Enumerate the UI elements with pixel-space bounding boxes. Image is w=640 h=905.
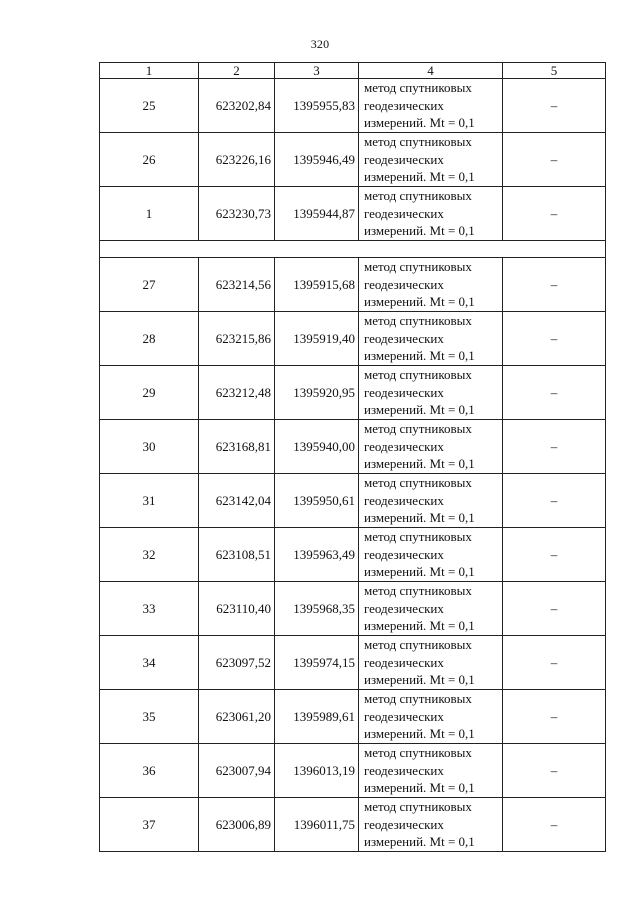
method-description-line: геодезических	[364, 816, 444, 832]
point-number-cell: 25	[100, 79, 199, 133]
note-dash-cell: –	[503, 582, 606, 636]
method-description-line: геодезических	[364, 762, 444, 778]
column-header-3: 3	[275, 63, 359, 79]
method-description-line: измерений. Mt = 0,1	[364, 834, 475, 850]
method-description-line: метод спутниковых	[364, 637, 472, 653]
note-dash-cell: –	[503, 744, 606, 798]
column-header-4: 4	[359, 63, 503, 79]
x-coordinate-cell: 623108,51	[199, 528, 275, 582]
method-description-line: геодезических	[364, 654, 444, 670]
y-coordinate-cell: 1395915,68	[275, 258, 359, 312]
x-coordinate-cell: 623202,84	[199, 79, 275, 133]
point-number-cell: 1	[100, 187, 199, 241]
table-row	[100, 636, 606, 690]
method-description-cell	[359, 474, 503, 528]
method-description-cell	[359, 582, 503, 636]
point-number-cell: 36	[100, 744, 199, 798]
point-number-cell: 34	[100, 636, 199, 690]
x-coordinate-cell: 623230,73	[199, 187, 275, 241]
note-dash-cell: –	[503, 690, 606, 744]
table-row	[100, 366, 606, 420]
separator-cell	[100, 241, 606, 258]
note-dash-cell: –	[503, 366, 606, 420]
method-description-line: измерений. Mt = 0,1	[364, 456, 475, 472]
note-dash-cell: –	[503, 79, 606, 133]
method-description-cell	[359, 636, 503, 690]
method-description-line: метод спутниковых	[364, 475, 472, 491]
x-coordinate-cell: 623226,16	[199, 133, 275, 187]
column-header-5: 5	[503, 63, 606, 79]
y-coordinate-cell: 1395968,35	[275, 582, 359, 636]
method-description-line: метод спутниковых	[364, 259, 472, 275]
method-description-line: метод спутниковых	[364, 313, 472, 329]
method-description-line: геодезических	[364, 600, 444, 616]
table-row	[100, 133, 606, 187]
method-description-line: измерений. Mt = 0,1	[364, 294, 475, 310]
x-coordinate-cell: 623097,52	[199, 636, 275, 690]
method-description-line: метод спутниковых	[364, 583, 472, 599]
x-coordinate-cell: 623215,86	[199, 312, 275, 366]
method-description-cell	[359, 187, 503, 241]
method-description-line: измерений. Mt = 0,1	[364, 169, 475, 185]
column-header-1: 1	[100, 63, 199, 79]
note-dash-cell: –	[503, 420, 606, 474]
method-description-line: метод спутниковых	[364, 529, 472, 545]
table-section-separator	[100, 241, 606, 258]
y-coordinate-cell: 1395955,83	[275, 79, 359, 133]
page-number: 320	[310, 37, 330, 51]
y-coordinate-cell: 1395963,49	[275, 528, 359, 582]
method-description-line: метод спутниковых	[364, 421, 472, 437]
point-number-cell: 31	[100, 474, 199, 528]
point-number-cell: 29	[100, 366, 199, 420]
method-description-line: геодезических	[364, 330, 444, 346]
method-description-line: метод спутниковых	[364, 188, 472, 204]
table-row	[100, 690, 606, 744]
y-coordinate-cell: 1395944,87	[275, 187, 359, 241]
table-row	[100, 798, 606, 852]
method-description-line: метод спутниковых	[364, 691, 472, 707]
y-coordinate-cell: 1395989,61	[275, 690, 359, 744]
method-description-cell	[359, 690, 503, 744]
method-description-line: измерений. Mt = 0,1	[364, 115, 475, 131]
point-number-cell: 28	[100, 312, 199, 366]
table-row	[100, 258, 606, 312]
method-description-line: геодезических	[364, 384, 444, 400]
table-row	[100, 187, 606, 241]
note-dash-cell: –	[503, 133, 606, 187]
table-header-row	[100, 63, 606, 79]
method-description-line: геодезических	[364, 438, 444, 454]
table-row	[100, 420, 606, 474]
table-body-before	[100, 79, 606, 241]
x-coordinate-cell: 623061,20	[199, 690, 275, 744]
method-description-line: измерений. Mt = 0,1	[364, 223, 475, 239]
x-coordinate-cell: 623006,89	[199, 798, 275, 852]
method-description-line: измерений. Mt = 0,1	[364, 618, 475, 634]
method-description-line: измерений. Mt = 0,1	[364, 348, 475, 364]
x-coordinate-cell: 623007,94	[199, 744, 275, 798]
table-row	[100, 528, 606, 582]
y-coordinate-cell: 1395940,00	[275, 420, 359, 474]
point-number-cell: 30	[100, 420, 199, 474]
y-coordinate-cell: 1395919,40	[275, 312, 359, 366]
table-body-after	[100, 258, 606, 852]
note-dash-cell: –	[503, 312, 606, 366]
method-description-cell	[359, 744, 503, 798]
table-row	[100, 312, 606, 366]
y-coordinate-cell: 1395950,61	[275, 474, 359, 528]
y-coordinate-cell: 1395974,15	[275, 636, 359, 690]
point-number-cell: 35	[100, 690, 199, 744]
method-description-line: метод спутниковых	[364, 80, 472, 96]
method-description-line: измерений. Mt = 0,1	[364, 510, 475, 526]
method-description-line: геодезических	[364, 97, 444, 113]
method-description-line: геодезических	[364, 546, 444, 562]
method-description-line: измерений. Mt = 0,1	[364, 726, 475, 742]
coordinates-table	[99, 62, 606, 852]
method-description-line: геодезических	[364, 708, 444, 724]
x-coordinate-cell: 623110,40	[199, 582, 275, 636]
method-description-line: метод спутниковых	[364, 745, 472, 761]
method-description-line: геодезических	[364, 205, 444, 221]
method-description-cell	[359, 366, 503, 420]
table-row	[100, 744, 606, 798]
point-number-cell: 27	[100, 258, 199, 312]
y-coordinate-cell: 1395920,95	[275, 366, 359, 420]
note-dash-cell: –	[503, 636, 606, 690]
method-description-line: метод спутниковых	[364, 367, 472, 383]
method-description-cell	[359, 798, 503, 852]
method-description-cell	[359, 312, 503, 366]
point-number-cell: 32	[100, 528, 199, 582]
note-dash-cell: –	[503, 528, 606, 582]
method-description-cell	[359, 528, 503, 582]
x-coordinate-cell: 623168,81	[199, 420, 275, 474]
method-description-line: измерений. Mt = 0,1	[364, 402, 475, 418]
method-description-line: метод спутниковых	[364, 134, 472, 150]
note-dash-cell: –	[503, 474, 606, 528]
y-coordinate-cell: 1396011,75	[275, 798, 359, 852]
note-dash-cell: –	[503, 258, 606, 312]
x-coordinate-cell: 623214,56	[199, 258, 275, 312]
method-description-line: геодезических	[364, 276, 444, 292]
method-description-cell	[359, 79, 503, 133]
y-coordinate-cell: 1396013,19	[275, 744, 359, 798]
x-coordinate-cell: 623212,48	[199, 366, 275, 420]
note-dash-cell: –	[503, 187, 606, 241]
method-description-line: метод спутниковых	[364, 799, 472, 815]
point-number-cell: 26	[100, 133, 199, 187]
table-row	[100, 474, 606, 528]
method-description-cell	[359, 420, 503, 474]
separator-row	[100, 241, 606, 258]
table-row	[100, 79, 606, 133]
point-number-cell: 33	[100, 582, 199, 636]
method-description-cell	[359, 258, 503, 312]
method-description-line: измерений. Mt = 0,1	[364, 564, 475, 580]
x-coordinate-cell: 623142,04	[199, 474, 275, 528]
y-coordinate-cell: 1395946,49	[275, 133, 359, 187]
method-description-line: геодезических	[364, 151, 444, 167]
method-description-cell	[359, 133, 503, 187]
note-dash-cell: –	[503, 798, 606, 852]
method-description-line: измерений. Mt = 0,1	[364, 780, 475, 796]
method-description-line: измерений. Mt = 0,1	[364, 672, 475, 688]
point-number-cell: 37	[100, 798, 199, 852]
method-description-line: геодезических	[364, 492, 444, 508]
table-row	[100, 582, 606, 636]
column-header-2: 2	[199, 63, 275, 79]
